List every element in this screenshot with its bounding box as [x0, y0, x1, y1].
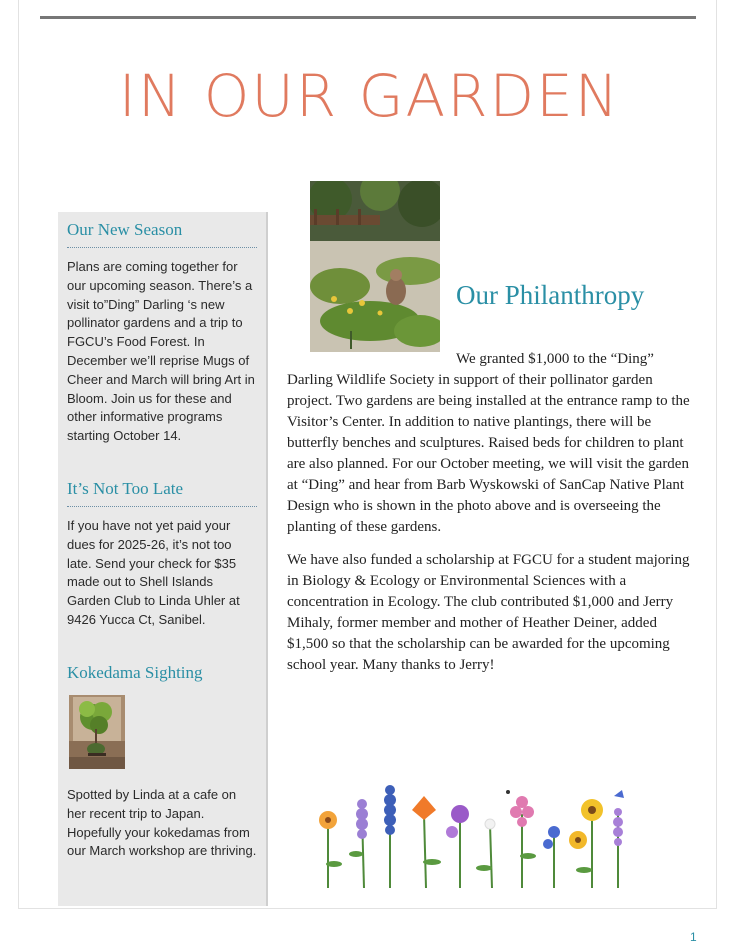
wildflowers-illustration — [312, 784, 630, 888]
sidebar-heading-not-too-late: It’s Not Too Late — [67, 479, 184, 498]
sidebar-text-not-too-late: If you have not yet paid your dues for 2025-26, it’s not too late. Send your check for $35 made out to Shell Islands Garden Club to Linda Uhler at 9426 Yucca Ct, Sanibel. — [67, 518, 240, 627]
sidebar-heading-new-season: Our New Season — [67, 220, 183, 239]
philanthropy-paragraph-1-first-line: We granted $1,000 to the “Ding” — [456, 351, 654, 367]
sidebar-heading-kokedama: Kokedama Sighting — [67, 663, 203, 682]
sidebar-text-new-season: Plans are coming together for our upcoming season. There’s a visit to”Ding” Darling ‘s new pollinator gardens and a trip to FGCU’s Food Forest. In December we’ll reprise Mugs of Cheer and March will bring Art in Bloom. Join us for these and other informative programs starting October 14. — [67, 259, 255, 444]
kokedama-photo — [69, 695, 125, 769]
top-rule — [40, 16, 696, 19]
garden-photo — [310, 181, 440, 352]
sidebar-text-kokedama: Spotted by Linda at a cafe on her recent trip to Japan. Hopefully your kokedamas from our March workshop are thriving. — [67, 787, 257, 859]
sidebar-divider — [67, 247, 257, 248]
philanthropy-heading: Our Philanthropy — [456, 280, 645, 310]
philanthropy-paragraph-2: We have also funded a scholarship at FGCU for a student majoring in Biology & Ecology or Environmental Sciences with a concentration in Ecology. The club contributed $1,000 and Jerry Mihaly, former member and mother of Heather Deiner, added $1,500 so that the scholarship can be awarded for the upcoming school year. Many thanks to Jerry! — [287, 552, 690, 673]
sidebar — [58, 212, 268, 906]
philanthropy-paragraph-1: Darling Wildlife Society in support of their pollinator garden project. Two gardens are being installed at the entrance ramp to the Visitor’s Center. In addition to native plantings, there will be butterfly benches and sculptures. Raised beds for children to plant are also planned. For our October meeting, we will visit the garden at “Ding” and hear from Barb Wyskowski of SanCap Native Plant Design who is shown in the photo above and is overseeing the planting of these gardens. — [287, 372, 690, 535]
sidebar-divider — [67, 506, 257, 507]
page-title: IN OUR GARDEN — [118, 62, 621, 130]
page-number: 1 — [690, 930, 697, 944]
